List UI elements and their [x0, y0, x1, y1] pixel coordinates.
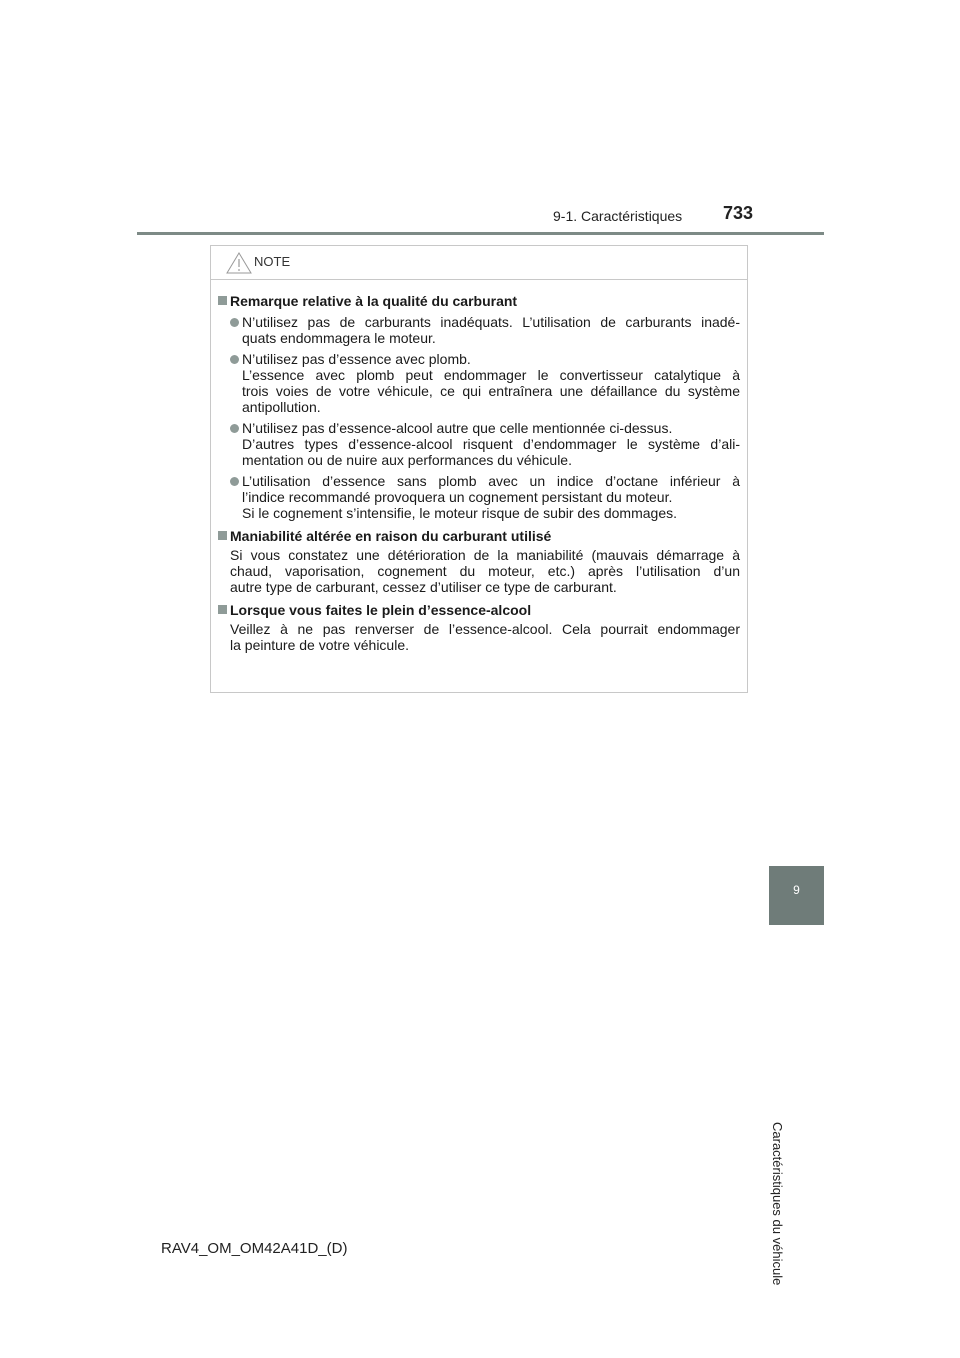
page-number: 733	[723, 203, 754, 223]
square-bullet-icon	[218, 296, 227, 305]
list-item: N’utilisez pas d’essence avec plomb. L’essence avec plomb peut endommager le convertisseur catalytique à trois voies de votre véhicule, ce qui entraînera une défaillance du système antipollution.	[218, 351, 740, 415]
footer-document-code: RAV4_OM_OM42A41D_(D)	[161, 1240, 348, 1257]
note-box	[210, 245, 748, 693]
list-item: L’utilisation d’essence sans plomb avec un indice d’octane inférieur à l’indice recommandé provoquera un cognement persistant du moteur. Si le cognement s’intensifie, le moteur risque de subir des dommages.	[218, 473, 740, 521]
chapter-side-label: Caractéristiques du véhicule	[770, 1122, 785, 1286]
square-bullet-icon	[218, 531, 227, 540]
warning-triangle-icon	[226, 252, 252, 274]
circle-bullet-icon	[230, 477, 239, 486]
section-paragraph: Si vous constatez une détérioration de la maniabilité (mauvais démarrage à chaud, vaporisation, cognement du moteur, etc.) après l’utilisation d’un autre type de carburant, cessez d’utiliser ce type de carburant.	[230, 547, 740, 595]
circle-bullet-icon	[230, 424, 239, 433]
note-title: NOTE	[254, 254, 291, 269]
section-heading: Remarque relative à la qualité du carburant	[218, 293, 740, 309]
square-bullet-icon	[218, 605, 227, 614]
note-body	[211, 280, 747, 653]
note-header	[211, 246, 747, 280]
section-heading: Maniabilité altérée en raison du carburant utilisé	[218, 528, 740, 544]
chapter-number: 9	[793, 883, 800, 897]
section-paragraph: Veillez à ne pas renverser de l’essence-alcool. Cela pourrait endommager la peinture de votre véhicule.	[230, 621, 740, 653]
list-item: N’utilisez pas de carburants inadéquats. L’utilisation de carburants inadé- quats endommagera le moteur.	[218, 314, 740, 346]
chapter-tab	[769, 866, 824, 925]
circle-bullet-icon	[230, 355, 239, 364]
header-section-title: 9-1. Caractéristiques	[553, 208, 683, 224]
section-heading: Lorsque vous faites le plein d’essence-alcool	[218, 602, 740, 618]
list-item: N’utilisez pas d’essence-alcool autre que celle mentionnée ci-dessus. D’autres types d’essence-alcool risquent d’endommager le système d’ali- mentation ou de nuire aux performances du véhicule.	[218, 420, 740, 468]
circle-bullet-icon	[230, 318, 239, 327]
header-rule	[137, 232, 824, 235]
